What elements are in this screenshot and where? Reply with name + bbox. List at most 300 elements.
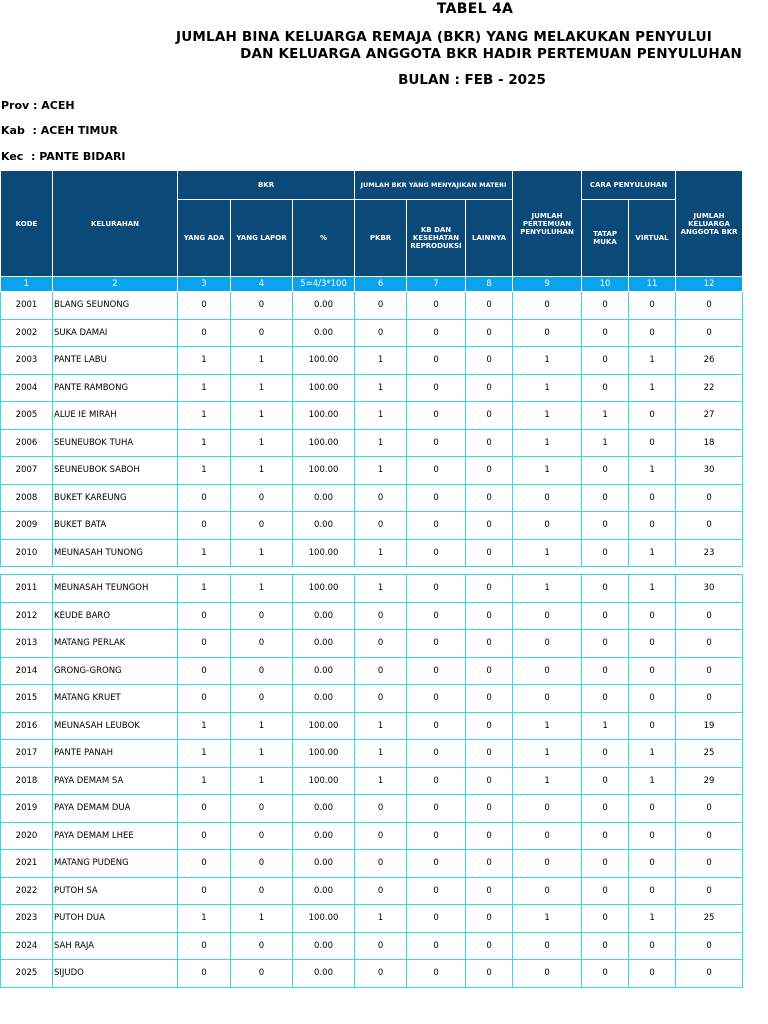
value-cell: 0: [178, 877, 231, 905]
value-cell: 0: [231, 657, 293, 685]
value-cell: 0: [178, 657, 231, 685]
value-cell: 1: [582, 429, 629, 457]
kelurahan-cell: SEUNEUBOK SABOH: [53, 457, 178, 485]
value-cell: 0: [466, 575, 513, 603]
value-cell: 100.00: [293, 740, 355, 768]
kelurahan-cell: SAH RAJA: [53, 932, 178, 960]
value-cell: 0.00: [293, 850, 355, 878]
kelurahan-cell: MEUNASAH TEUNGOH: [53, 575, 178, 603]
value-cell: 1: [178, 712, 231, 740]
value-cell: 0: [676, 850, 743, 878]
value-cell: 0: [513, 512, 582, 540]
table-row: [1, 402, 743, 430]
value-cell: 1: [355, 712, 407, 740]
table-row: [1, 795, 743, 823]
value-cell: 0: [466, 822, 513, 850]
value-cell: 0: [582, 960, 629, 988]
value-cell: 0: [407, 877, 466, 905]
value-cell: 0: [178, 932, 231, 960]
value-cell: 1: [629, 539, 676, 567]
value-cell: 0: [582, 292, 629, 320]
value-cell: 0: [676, 292, 743, 320]
column-number: 6: [355, 277, 407, 292]
table-row: [1, 850, 743, 878]
header-tatap-muka: TATAP MUKA: [582, 200, 629, 277]
value-cell: 0.00: [293, 512, 355, 540]
value-cell: 0: [629, 319, 676, 347]
value-cell: 0: [466, 850, 513, 878]
value-cell: 1: [513, 429, 582, 457]
kelurahan-cell: MEUNASAH TUNONG: [53, 539, 178, 567]
period-title: BULAN : FEB - 2025: [398, 72, 546, 88]
column-number: 10: [582, 277, 629, 292]
kode-cell: 2006: [1, 429, 53, 457]
value-cell: 1: [231, 767, 293, 795]
kode-cell: 2025: [1, 960, 53, 988]
value-cell: 1: [178, 429, 231, 457]
table-row: [1, 712, 743, 740]
value-cell: 0.00: [293, 630, 355, 658]
value-cell: 0: [582, 484, 629, 512]
value-cell: 22: [676, 374, 743, 402]
value-cell: 100.00: [293, 457, 355, 485]
value-cell: 0: [407, 905, 466, 933]
kode-cell: 2016: [1, 712, 53, 740]
value-cell: 25: [676, 740, 743, 768]
table-row: [1, 905, 743, 933]
value-cell: 0: [629, 850, 676, 878]
value-cell: 0: [355, 319, 407, 347]
value-cell: 1: [513, 457, 582, 485]
kode-cell: 2004: [1, 374, 53, 402]
value-cell: 1: [178, 905, 231, 933]
value-cell: 0: [178, 484, 231, 512]
value-cell: 100.00: [293, 539, 355, 567]
value-cell: 1: [513, 539, 582, 567]
gap-cell: [513, 567, 582, 575]
value-cell: 0: [513, 822, 582, 850]
value-cell: 1: [355, 767, 407, 795]
value-cell: 0: [676, 822, 743, 850]
title-line-1: JUMLAH BINA KELUARGA REMAJA (BKR) YANG MELAKUKAN PENYULUI: [176, 29, 712, 45]
regency-label: Kab :: [1, 124, 37, 137]
value-cell: 0: [582, 877, 629, 905]
value-cell: 0: [582, 457, 629, 485]
table-row: [1, 457, 743, 485]
kode-cell: 2021: [1, 850, 53, 878]
column-number: 9: [513, 277, 582, 292]
kode-cell: 2019: [1, 795, 53, 823]
value-cell: 1: [178, 740, 231, 768]
table-row: [1, 740, 743, 768]
header-percent: %: [293, 200, 355, 277]
table-row: [1, 877, 743, 905]
value-cell: 0: [676, 484, 743, 512]
value-cell: 0: [676, 319, 743, 347]
value-cell: 19: [676, 712, 743, 740]
value-cell: 0.00: [293, 877, 355, 905]
value-cell: 0: [407, 292, 466, 320]
value-cell: 1: [178, 457, 231, 485]
kode-cell: 2010: [1, 539, 53, 567]
column-number: 1: [1, 277, 53, 292]
value-cell: 0: [407, 795, 466, 823]
value-cell: 0: [466, 457, 513, 485]
value-cell: 0: [629, 822, 676, 850]
value-cell: 0: [407, 960, 466, 988]
value-cell: 0: [629, 657, 676, 685]
value-cell: 0: [513, 657, 582, 685]
value-cell: 0: [582, 767, 629, 795]
value-cell: 1: [231, 712, 293, 740]
value-cell: 0: [231, 630, 293, 658]
header-materi: JUMLAH BKR YANG MENYAJIKAN MATERI: [355, 171, 513, 200]
value-cell: 0: [355, 877, 407, 905]
column-number: 2: [53, 277, 178, 292]
province-info: [1, 99, 75, 112]
value-cell: 0: [355, 850, 407, 878]
value-cell: 0: [355, 484, 407, 512]
title-line-2: DAN KELUARGA ANGGOTA BKR HADIR PERTEMUAN PENYULUHAN: [240, 46, 742, 62]
value-cell: 0: [582, 575, 629, 603]
value-cell: 0: [629, 795, 676, 823]
value-cell: 0: [407, 457, 466, 485]
value-cell: 0: [178, 512, 231, 540]
kelurahan-cell: SUKA DAMAI: [53, 319, 178, 347]
province-label: Prov :: [1, 99, 38, 112]
value-cell: 0: [178, 685, 231, 713]
value-cell: 0: [513, 850, 582, 878]
value-cell: 0: [629, 960, 676, 988]
table-body: [1, 292, 743, 988]
kode-cell: 2008: [1, 484, 53, 512]
table-row: [1, 822, 743, 850]
table-row: [1, 602, 743, 630]
value-cell: 0: [231, 319, 293, 347]
value-cell: 100.00: [293, 347, 355, 375]
value-cell: 0.00: [293, 795, 355, 823]
district-label: Kec :: [1, 150, 36, 163]
value-cell: 0: [231, 795, 293, 823]
value-cell: 1: [582, 712, 629, 740]
value-cell: 0: [582, 539, 629, 567]
kode-cell: 2002: [1, 319, 53, 347]
gap-cell: [407, 567, 466, 575]
value-cell: 0: [582, 512, 629, 540]
value-cell: 1: [231, 374, 293, 402]
value-cell: 0: [582, 602, 629, 630]
value-cell: 1: [513, 712, 582, 740]
value-cell: 0: [466, 960, 513, 988]
value-cell: 0: [582, 657, 629, 685]
bkr-report-table: [0, 170, 743, 988]
value-cell: 0: [355, 657, 407, 685]
gap-cell: [466, 567, 513, 575]
value-cell: 0.00: [293, 685, 355, 713]
value-cell: 0: [466, 685, 513, 713]
value-cell: 0: [407, 850, 466, 878]
kelurahan-cell: PANTE PANAH: [53, 740, 178, 768]
column-number: 12: [676, 277, 743, 292]
value-cell: 0: [231, 602, 293, 630]
kelurahan-cell: BUKET KAREUNG: [53, 484, 178, 512]
value-cell: 0: [466, 712, 513, 740]
column-number: 3: [178, 277, 231, 292]
value-cell: 0: [178, 319, 231, 347]
value-cell: 0: [582, 740, 629, 768]
value-cell: 1: [629, 457, 676, 485]
value-cell: 0: [407, 575, 466, 603]
table-row: [1, 657, 743, 685]
value-cell: 0.00: [293, 292, 355, 320]
kode-cell: 2023: [1, 905, 53, 933]
value-cell: 1: [582, 402, 629, 430]
value-cell: 0: [466, 905, 513, 933]
value-cell: 100.00: [293, 767, 355, 795]
header-kelurahan: KELURAHAN: [53, 171, 178, 277]
value-cell: 1: [231, 402, 293, 430]
value-cell: 0: [355, 630, 407, 658]
header-kode: KODE: [1, 171, 53, 277]
value-cell: 0: [582, 905, 629, 933]
value-cell: 0: [629, 712, 676, 740]
value-cell: 0: [231, 484, 293, 512]
value-cell: 0: [513, 960, 582, 988]
value-cell: 0: [231, 850, 293, 878]
kelurahan-cell: ALUE IE MIRAH: [53, 402, 178, 430]
kelurahan-cell: PAYA DEMAM LHEE: [53, 822, 178, 850]
value-cell: 0: [178, 822, 231, 850]
kode-cell: 2003: [1, 347, 53, 375]
value-cell: 1: [629, 374, 676, 402]
district-info: [1, 150, 126, 163]
gap-cell: [178, 567, 231, 575]
kelurahan-cell: PAYA DEMAM SA: [53, 767, 178, 795]
value-cell: 0: [466, 602, 513, 630]
district-value: PANTE BIDARI: [39, 150, 126, 163]
value-cell: 0: [466, 932, 513, 960]
value-cell: 1: [513, 374, 582, 402]
header-cara: CARA PENYULUHAN: [582, 171, 676, 200]
value-cell: 100.00: [293, 402, 355, 430]
value-cell: 0.00: [293, 960, 355, 988]
column-number: 8: [466, 277, 513, 292]
table-row: [1, 685, 743, 713]
value-cell: 0: [355, 822, 407, 850]
value-cell: 0.00: [293, 602, 355, 630]
table-row: [1, 429, 743, 457]
value-cell: 0: [355, 512, 407, 540]
kelurahan-cell: MATANG PERLAK: [53, 630, 178, 658]
table-row: [1, 960, 743, 988]
value-cell: 0.00: [293, 319, 355, 347]
value-cell: 0: [231, 292, 293, 320]
column-number: 4: [231, 277, 293, 292]
column-number: 11: [629, 277, 676, 292]
table-row: [1, 484, 743, 512]
value-cell: 0: [466, 512, 513, 540]
kode-cell: 2001: [1, 292, 53, 320]
value-cell: 0: [582, 347, 629, 375]
value-cell: 0: [466, 402, 513, 430]
gap-cell: [582, 567, 629, 575]
regency-value: ACEH TIMUR: [40, 124, 118, 137]
value-cell: 0: [407, 630, 466, 658]
kode-cell: 2024: [1, 932, 53, 960]
value-cell: 0: [676, 630, 743, 658]
table-row: [1, 767, 743, 795]
value-cell: 0: [407, 402, 466, 430]
value-cell: 0: [513, 319, 582, 347]
value-cell: 0: [513, 795, 582, 823]
value-cell: 0: [629, 512, 676, 540]
kelurahan-cell: PAYA DEMAM DUA: [53, 795, 178, 823]
kelurahan-cell: GRONG-GRONG: [53, 657, 178, 685]
value-cell: 0: [355, 292, 407, 320]
value-cell: 23: [676, 539, 743, 567]
value-cell: 0: [629, 877, 676, 905]
value-cell: 0: [407, 512, 466, 540]
value-cell: 1: [629, 740, 676, 768]
value-cell: 100.00: [293, 905, 355, 933]
value-cell: 1: [513, 767, 582, 795]
kode-cell: 2014: [1, 657, 53, 685]
value-cell: 0: [466, 795, 513, 823]
value-cell: 1: [629, 575, 676, 603]
kode-cell: 2011: [1, 575, 53, 603]
value-cell: 1: [513, 740, 582, 768]
value-cell: 0: [676, 960, 743, 988]
gap-cell: [676, 567, 743, 575]
kelurahan-cell: BLANG SEUNONG: [53, 292, 178, 320]
value-cell: 0: [407, 539, 466, 567]
value-cell: 0: [582, 932, 629, 960]
value-cell: 0: [407, 347, 466, 375]
value-cell: 0: [355, 960, 407, 988]
kode-cell: 2020: [1, 822, 53, 850]
table-row: [1, 292, 743, 320]
value-cell: 0: [629, 292, 676, 320]
column-number: 7: [407, 277, 466, 292]
kelurahan-cell: MATANG PUDENG: [53, 850, 178, 878]
value-cell: 26: [676, 347, 743, 375]
column-number-row: [1, 277, 743, 292]
value-cell: 0: [231, 822, 293, 850]
value-cell: 0: [466, 767, 513, 795]
kelurahan-cell: KEUDE BARO: [53, 602, 178, 630]
value-cell: 100.00: [293, 712, 355, 740]
gap-cell: [293, 567, 355, 575]
value-cell: 0: [676, 932, 743, 960]
kode-cell: 2022: [1, 877, 53, 905]
value-cell: 0: [582, 630, 629, 658]
value-cell: 1: [178, 767, 231, 795]
value-cell: 0: [178, 960, 231, 988]
value-cell: 0: [407, 657, 466, 685]
value-cell: 1: [355, 429, 407, 457]
value-cell: 0: [466, 319, 513, 347]
value-cell: 0: [629, 932, 676, 960]
value-cell: 0: [513, 877, 582, 905]
value-cell: 0: [466, 539, 513, 567]
value-cell: 1: [231, 539, 293, 567]
value-cell: 1: [231, 575, 293, 603]
value-cell: 0: [178, 602, 231, 630]
value-cell: 0: [355, 795, 407, 823]
value-cell: 1: [629, 905, 676, 933]
value-cell: 0: [231, 932, 293, 960]
value-cell: 0: [407, 932, 466, 960]
value-cell: 0: [407, 429, 466, 457]
value-cell: 0: [513, 932, 582, 960]
value-cell: 0: [582, 685, 629, 713]
value-cell: 1: [231, 347, 293, 375]
value-cell: 1: [629, 347, 676, 375]
kelurahan-cell: MEUNASAH LEUBOK: [53, 712, 178, 740]
value-cell: 0: [582, 850, 629, 878]
value-cell: 0: [231, 960, 293, 988]
value-cell: 1: [231, 429, 293, 457]
value-cell: 0: [407, 685, 466, 713]
value-cell: 1: [355, 575, 407, 603]
value-cell: 0: [407, 374, 466, 402]
header-pkbr: PKBR: [355, 200, 407, 277]
value-cell: 0.00: [293, 657, 355, 685]
table-number-title: TABEL 4A: [436, 1, 514, 17]
value-cell: 1: [513, 347, 582, 375]
value-cell: 0: [407, 319, 466, 347]
header-pertemuan: JUMLAH PERTEMUAN PENYULUHAN: [513, 171, 582, 277]
value-cell: 1: [355, 457, 407, 485]
kode-cell: 2015: [1, 685, 53, 713]
table-row: [1, 319, 743, 347]
kelurahan-cell: SIJUDO: [53, 960, 178, 988]
value-cell: 0: [582, 374, 629, 402]
kode-cell: 2012: [1, 602, 53, 630]
value-cell: 0: [355, 685, 407, 713]
value-cell: 0: [407, 767, 466, 795]
gap-cell: [231, 567, 293, 575]
value-cell: 0: [466, 292, 513, 320]
table-row: [1, 575, 743, 603]
gap-cell: [1, 567, 53, 575]
value-cell: 1: [629, 767, 676, 795]
value-cell: 1: [178, 575, 231, 603]
value-cell: 0: [407, 822, 466, 850]
value-cell: 25: [676, 905, 743, 933]
kode-cell: 2005: [1, 402, 53, 430]
value-cell: 0: [231, 685, 293, 713]
gap-cell: [355, 567, 407, 575]
header-virtual: VIRTUAL: [629, 200, 676, 277]
value-cell: 1: [178, 539, 231, 567]
value-cell: 0: [407, 740, 466, 768]
table-row: [1, 539, 743, 567]
value-cell: 1: [231, 457, 293, 485]
kelurahan-cell: PUTOH DUA: [53, 905, 178, 933]
kelurahan-cell: SEUNEUBOK TUHA: [53, 429, 178, 457]
value-cell: 1: [355, 740, 407, 768]
value-cell: 0: [466, 429, 513, 457]
value-cell: 0: [355, 602, 407, 630]
value-cell: 0: [629, 602, 676, 630]
value-cell: 0: [355, 932, 407, 960]
value-cell: 1: [231, 905, 293, 933]
value-cell: 0: [676, 877, 743, 905]
value-cell: 0: [676, 685, 743, 713]
kelurahan-cell: MATANG KRUET: [53, 685, 178, 713]
value-cell: 0.00: [293, 822, 355, 850]
